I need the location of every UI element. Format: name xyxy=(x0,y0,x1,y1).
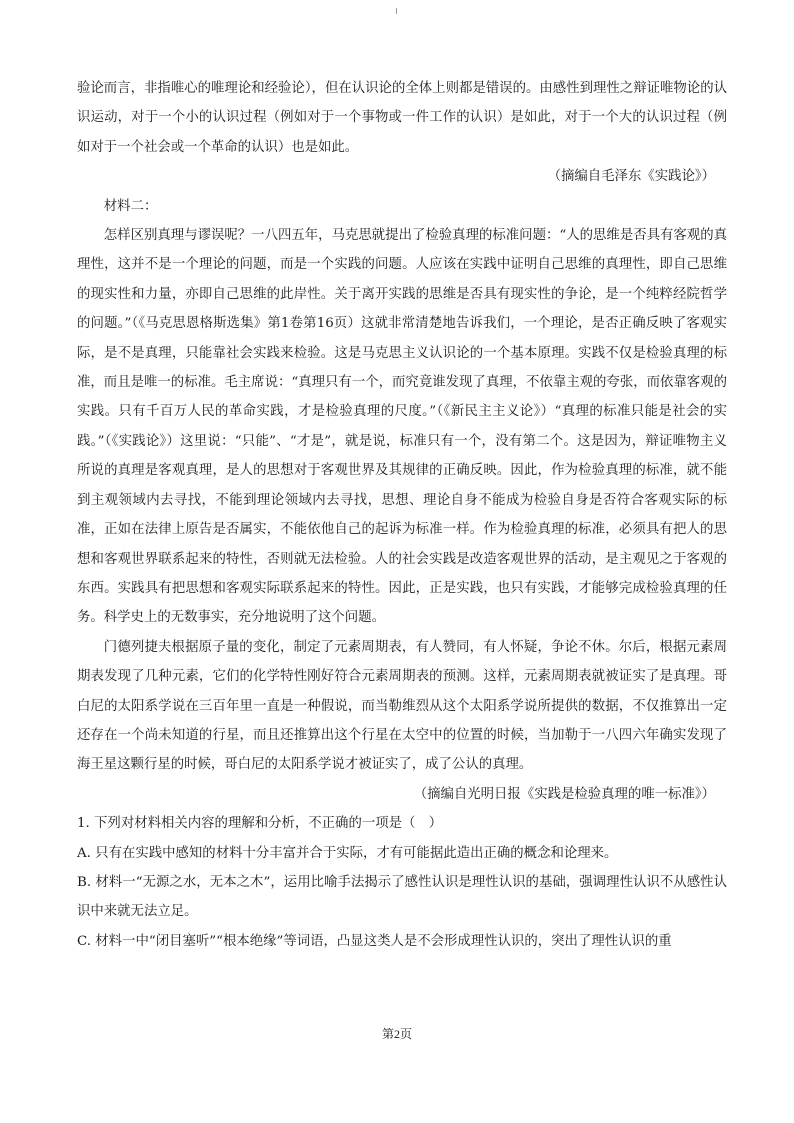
material2-heading: 材料二： xyxy=(103,198,158,214)
material2-paragraph-1: 怎样区别真理与谬误呢？一八四五年，马克思就提出了检验真理的标准问题：“人的思维是否具有客观的真理性，这并不是一个理论的问题，而是一个实践的问题。人应该在实践中证明自己思维的真理性，即自己思维的现实性和力量，亦即自己思维的此岸性。关于离开实践的思维是否具有现实性的争论，是一个纯粹经院哲学的问题。”（《马克思恩格斯选集》第1卷第16页）这就非常清楚地告诉我们，一个理论，是否正确反映了客观实际，是不是真理，只能靠社会实践来检验。这是马克思主义认识论的一个基本原理。实践不仅是检验真理的标准，而且是唯一的标准。毛主席说：“真理只有一个，而究竟谁发现了真理，不依靠主观的夸张，而依靠客观的实践。只有千百万人民的革命实践，才是检验真理的尺度。”（《新民主主义论》）“真理的标准只能是社会的实践。”（《实践论》）这里说：“只能”、“才是”，就是说，标准只有一个，没有第二个。这是因为，辩证唯物主义所说的真理是客观真理，是人的思想对于客观世界及其规律的正确反映。因此，作为检验真理的标准，就不能到主观领域内去寻找，不能到理论领域内去寻找，思想、理论自身不能成为检验自身是否符合客观实际的标准，正如在法律上原告是否属实，不能依他自己的起诉为标准一样。作为检验真理的标准，必须具有把人的思想和客观世界联系起来的特性，否则就无法检验。人的社会实践是改造客观世界的活动，是主观见之于客观的东西。实践具有把思想和客观实际联系起来的特性。因此，正是实践，也只有实践，才能够完成检验真理的任务。科学史上的无数事实，充分地说明了这个问题。 xyxy=(77,228,727,626)
question-1-option-a: A. 只有在实践中感知的材料十分丰富并合于实际，才有可能据此造出正确的概念和论理来。 xyxy=(77,845,618,861)
document-body xyxy=(77,74,727,956)
page-number: 第2页 xyxy=(381,1027,412,1041)
material1-tail-paragraph: 验论而言，非指唯心的唯理论和经验论），但在认识论的全体上则都是错误的。由感性到理性之辩证唯物论的认识运动，对于一个小的认识过程（例如对于一个事物或一件工作的认识）是如此，对于一个大的认识过程（例如对于一个社会或一个革命的认识）也是如此。 xyxy=(77,81,727,155)
question-1-option-b: B. 材料一“无源之水，无本之木”，运用比喻手法揭示了感性认识是理性认识的基础，强调理性认识不从感性认识中来就无法立足。 xyxy=(77,874,727,920)
top-margin-mark xyxy=(396,8,397,14)
material2-paragraph-2: 门德列捷夫根据原子量的变化，制定了元素周期表，有人赞同，有人怀疑，争论不休。尔后，根据元素周期表发现了几种元素，它们的化学特性刚好符合元素周期表的预测。这样，元素周期表就被证实了是真理。哥白尼的太阳系学说在三百年里一直是一种假说，而当勒维烈从这个太阳系学说所提供的数据，不仅推算出一定还存在一个尚未知道的行星，而且还推算出这个行星在太空中的位置的时候，当加勒于一八四六年确实发现了海王星这颗行星的时候，哥白尼的太阳系学说才被证实了，成了公认的真理。 xyxy=(77,639,727,773)
material1-source: （摘编自毛泽东《实践论》） xyxy=(547,169,715,185)
question-1-stem: 1. 下列对材料相关内容的理解和分析，不正确的一项是（ ） xyxy=(77,816,443,832)
question-1-option-c: C. 材料一中“闭目塞听”“根本绝缘”等词语，凸显这类人是不会形成理性认识的，突出了理性认识的重 xyxy=(77,933,672,949)
material2-source: （摘编自光明日报《实践是检验真理的唯一标准》） xyxy=(413,786,715,802)
